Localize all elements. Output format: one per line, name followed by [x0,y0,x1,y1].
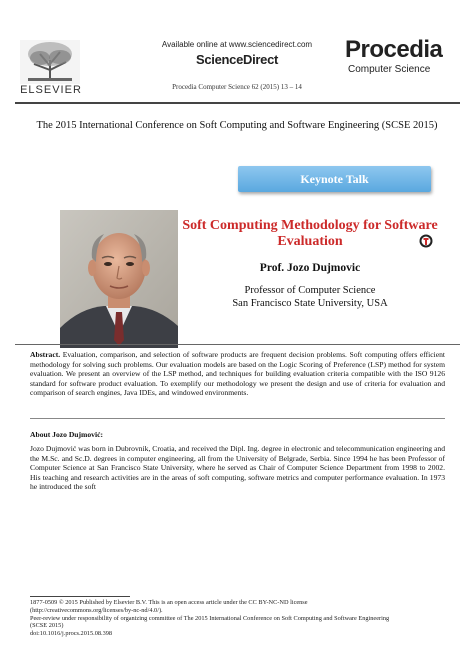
header-divider [15,102,460,104]
section-divider [30,418,445,419]
brand-title: Procedia [345,36,443,63]
footnote [30,599,460,638]
footnote-peer-review-cont: (SCSE 2015) [30,622,64,630]
about-paragraph: Jozo Dujmović was born in Dubrovnik, Croatia, and received the Dipl. Ing. degree in electronic and telecommunication engineering and the M.Sc. and Sc.D. degrees in computer engineering, all from the University of Belgrade, Serbia. Since 1994 he has been Professor of Computer Science at San Francisco State University, where he served as Chair of Computer Science Department from 1998 to 2002. His teaching and research activities are in the areas of soft computing, software metrics and computer performance evaluation. In 1973 he introduced the soft [30,444,445,492]
affiliation-role: Professor of Computer Science [244,285,376,296]
footnote-peer-review: Peer-review under responsibility of organizing committee of The 2015 International Conference on Soft Computing and Software Engineering [30,614,390,622]
keynote-badge: Keynote Talk [238,166,431,192]
footnote-rule [30,596,130,597]
crossmark-icon[interactable] [419,234,433,248]
journal-brand [345,38,460,75]
sciencedirect-wordmark: ScienceDirect [195,52,279,67]
speaker-affiliation [178,284,442,310]
about-heading: About Jozo Dujmović: [30,430,103,439]
brand-subtitle: Computer Science [348,64,431,75]
affiliation-university: San Francisco State University, USA [232,298,388,309]
journal-citation: Procedia Computer Science 62 (2015) 13 – 14 [172,83,302,91]
footnote-license: 1877-0509 © 2015 Published by Elsevier B.V. This is an open access article under the CC BY-NC-ND license [30,599,308,606]
abstract-text: Evaluation, comparison, and selection of software products are frequent decision problems. Soft computing offers efficient methodology for solving such problems. Our evaluation models are based on the Logic Scoring of Preference (LSP) method for system evaluation. We present an overview of the LSP method, and techniques for building evaluation criteria compatible with the ISO 9126 standard for software product evaluation. To exemplify our methodology we present the design and use of criteria for evaluation and comparison of search engines, Java IDEs, and windowed environments. [30,350,445,398]
footnote-license-url[interactable]: (http://creativecommons.org/licenses/by-nc-nd/4.0/). [30,606,163,614]
abstract-label: Abstract. [30,350,61,359]
footnote-doi[interactable]: doi:10.1016/j.procs.2015.08.398 [30,630,113,638]
available-online-text[interactable]: Available online at www.sciencedirect.com [161,40,313,49]
speaker-photo [60,210,178,348]
abstract-paragraph [30,350,445,398]
publisher-name: ELSEVIER [20,84,82,96]
speaker-name: Prof. Jozo Dujmovic [259,262,361,274]
abstract-divider [15,344,460,345]
conference-title: The 2015 International Conference on Soft Computing and Software Engineering (SCSE 2015) [36,120,438,131]
talk-title: Soft Computing Methodology for Software Evaluation [182,218,438,249]
